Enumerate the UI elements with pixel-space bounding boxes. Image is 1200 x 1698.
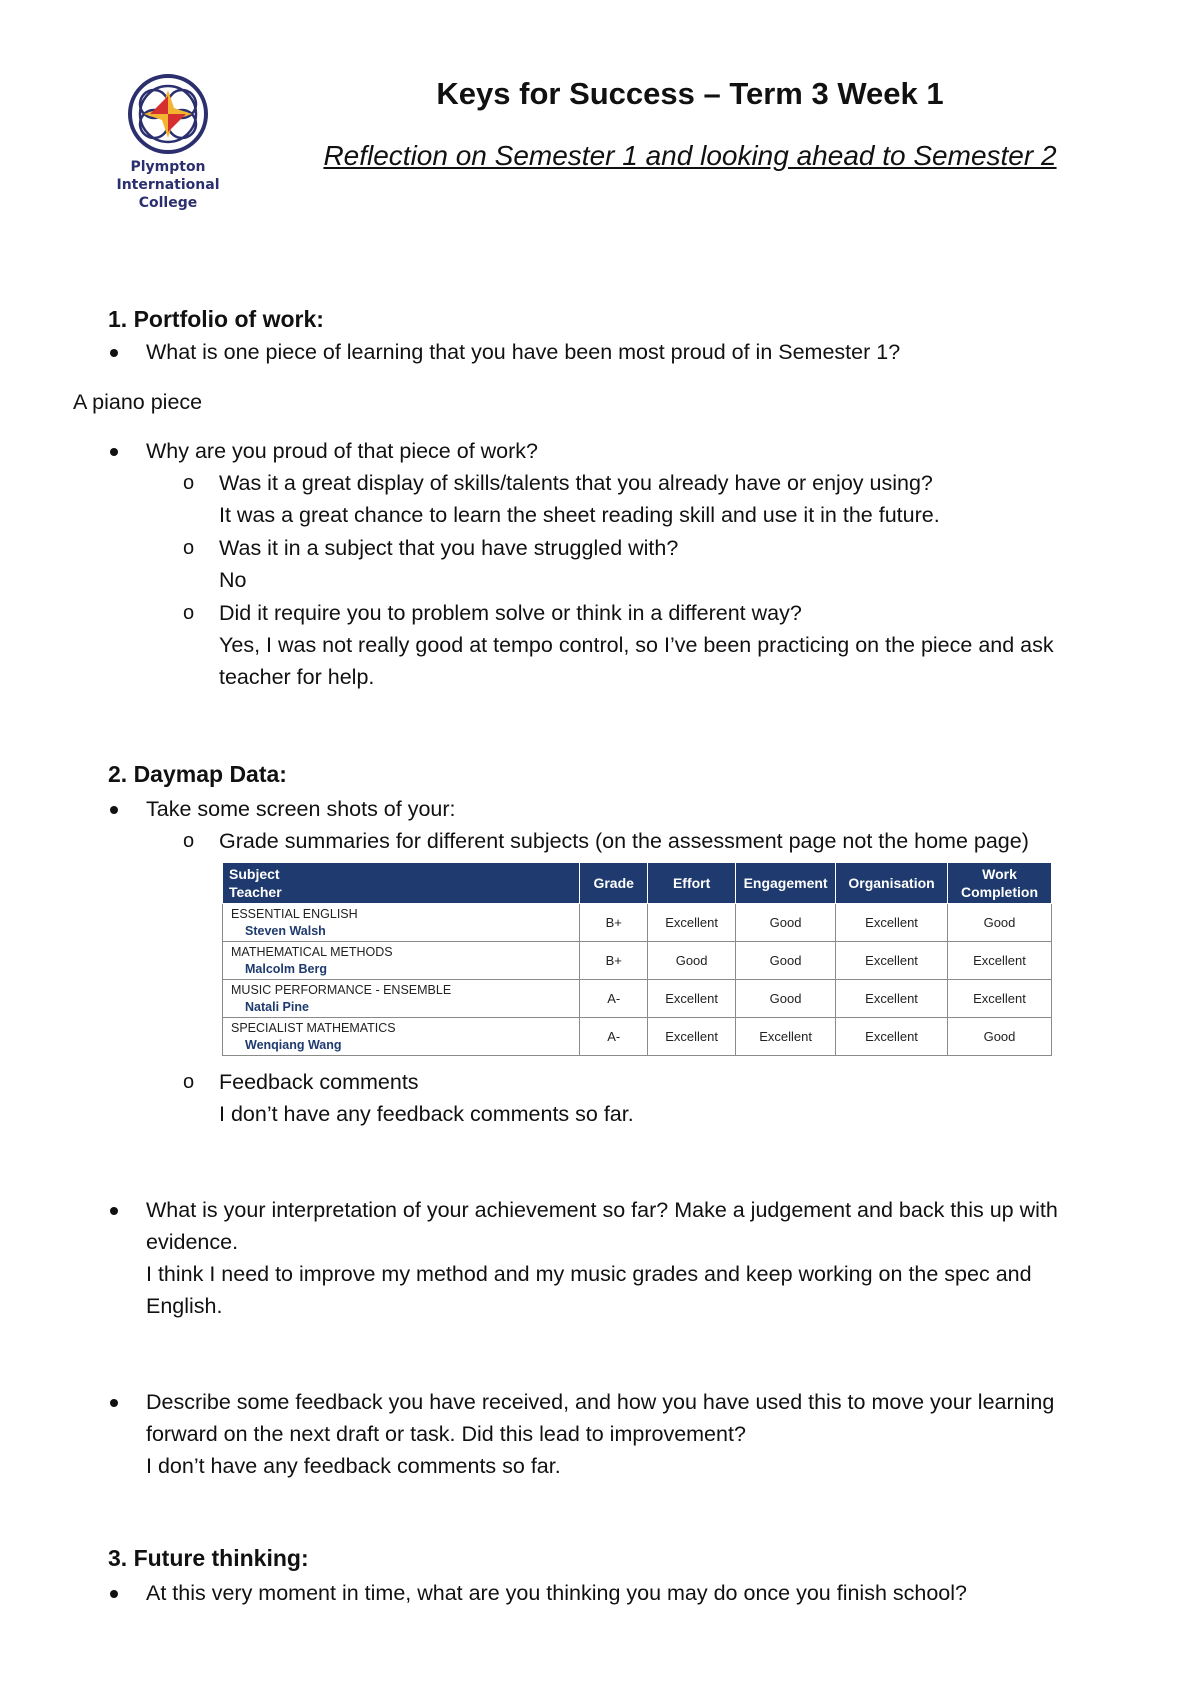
section-heading-future: 3. Future thinking: [108,1545,309,1571]
subject-cell: ESSENTIAL ENGLISH Steven Walsh [223,904,580,942]
question-proud-learning: What is one piece of learning that you have been most proud of in Semester 1? [146,340,901,364]
header-work-completion: Work Completion [948,863,1052,904]
question-describe-feedback-line2: forward on the next draft or task. Did this lead to improvement? [146,1422,746,1446]
question-screenshots: Take some screen shots of your: [146,797,456,821]
bullet-icon [110,1207,118,1215]
feedback-comments-answer: I don’t have any feedback comments so far. [219,1102,634,1126]
question-interpretation-line1: What is your interpretation of your achievement so far? Make a judgement and back this up with [146,1198,1058,1222]
section-heading-portfolio: 1. Portfolio of work: [108,306,324,332]
organisation-cell: Excellent [836,1018,948,1056]
table-row [223,942,1052,980]
work-completion-cell: Excellent [948,942,1052,980]
organisation-cell: Excellent [836,980,948,1018]
header-engagement: Engagement [736,863,836,904]
college-emblem-icon [110,72,226,162]
grade-cell: A- [580,980,648,1018]
question-skills-display: Was it a great display of skills/talents that you already have or enjoy using? [219,471,933,495]
bullet-icon [110,448,118,456]
answer-interpretation-line1: I think I need to improve my method and my music grades and keep working on the spec and [146,1262,1032,1286]
table-row [223,1018,1052,1056]
grade-summaries-label: Grade summaries for different subjects (on the assessment page not the home page) [219,829,1029,853]
answer-struggled: No [219,568,247,592]
effort-cell: Excellent [648,904,736,942]
table-row [223,980,1052,1018]
circle-bullet-icon: o [183,1071,195,1093]
table-row [223,904,1052,942]
effort-cell: Good [648,942,736,980]
logo-wordmark: Plympton International College [116,159,220,211]
subject-cell: SPECIALIST MATHEMATICS Wenqiang Wang [223,1018,580,1056]
header-effort: Effort [648,863,736,904]
header-subject-teacher: Subject Teacher [223,863,580,904]
question-problem-solve: Did it require you to problem solve or think in a different way? [219,601,802,625]
engagement-cell: Excellent [736,1018,836,1056]
subject-cell: MUSIC PERFORMANCE - ENSEMBLE Natali Pine [223,980,580,1018]
grade-cell: B+ [580,942,648,980]
effort-cell: Excellent [648,980,736,1018]
grade-cell: B+ [580,904,648,942]
feedback-comments-label: Feedback comments [219,1070,419,1094]
answer-describe-feedback: I don’t have any feedback comments so far. [146,1454,561,1478]
page-title: Keys for Success – Term 3 Week 1 [436,76,944,111]
circle-bullet-icon: o [183,830,195,852]
question-describe-feedback-line1: Describe some feedback you have received, and how you have used this to move your learning [146,1390,1055,1414]
organisation-cell: Excellent [836,942,948,980]
section-heading-daymap: 2. Daymap Data: [108,761,287,787]
work-completion-cell: Excellent [948,980,1052,1018]
engagement-cell: Good [736,980,836,1018]
college-logo [110,72,226,220]
question-interpretation-line2: evidence. [146,1230,239,1254]
circle-bullet-icon: o [183,602,195,624]
bullet-icon [110,1590,118,1598]
work-completion-cell: Good [948,1018,1052,1056]
answer-proud-learning: A piano piece [73,390,203,414]
bullet-icon [110,806,118,814]
answer-skills-display: It was a great chance to learn the sheet reading skill and use it in the future. [219,503,940,527]
organisation-cell: Excellent [836,904,948,942]
grade-cell: A- [580,1018,648,1056]
header-grade: Grade [580,863,648,904]
circle-bullet-icon: o [183,472,195,494]
engagement-cell: Good [736,904,836,942]
answer-interpretation-line2: English. [146,1294,223,1318]
question-why-proud: Why are you proud of that piece of work? [146,439,538,463]
bullet-icon [110,1399,118,1407]
question-struggled: Was it in a subject that you have struggled with? [219,536,679,560]
table-header-row [223,863,1052,904]
subject-cell: MATHEMATICAL METHODS Malcolm Berg [223,942,580,980]
question-after-school: At this very moment in time, what are you thinking you may do once you finish school? [146,1581,967,1605]
engagement-cell: Good [736,942,836,980]
answer-problem-solve-line1: Yes, I was not really good at tempo control, so I’ve been practicing on the piece and ask [219,633,1054,657]
effort-cell: Excellent [648,1018,736,1056]
bullet-icon [110,349,118,357]
grade-summary-table [222,862,1052,1056]
header-organisation: Organisation [836,863,948,904]
answer-problem-solve-line2: teacher for help. [219,665,375,689]
circle-bullet-icon: o [183,537,195,559]
page-subtitle: Reflection on Semester 1 and looking ahead to Semester 2 [323,140,1057,171]
work-completion-cell: Good [948,904,1052,942]
